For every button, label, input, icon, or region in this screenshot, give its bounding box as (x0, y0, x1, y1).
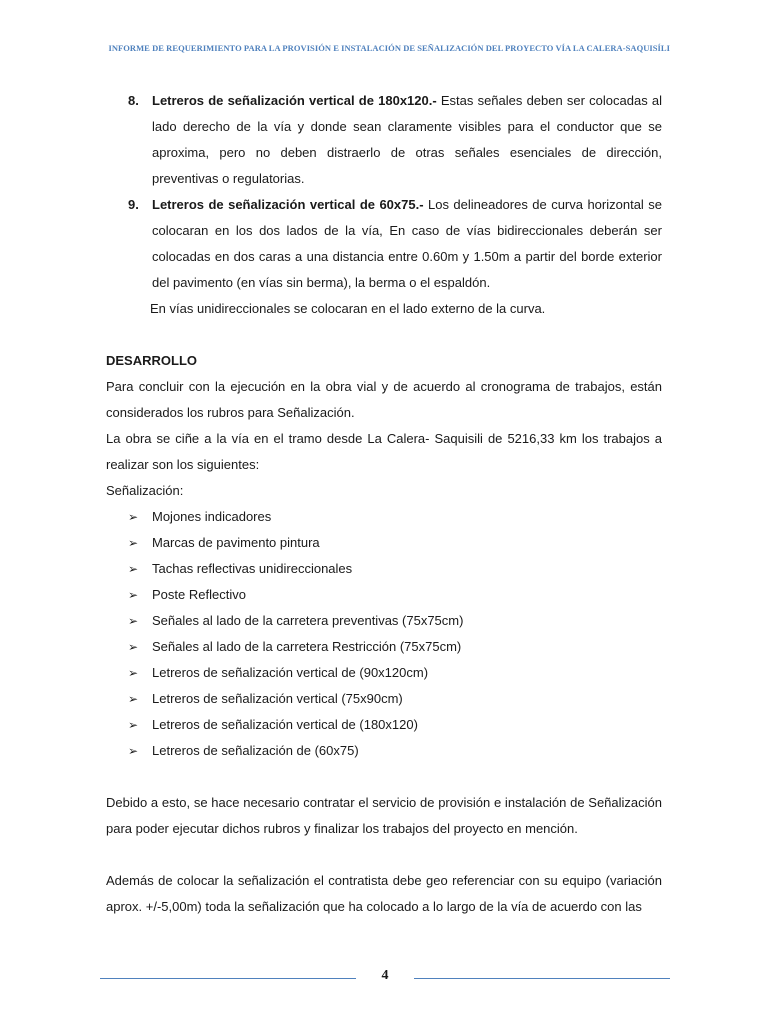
list-item: ➢ Letreros de señalización de (60x75) (106, 738, 662, 764)
list-item: ➢ Poste Reflectivo (106, 582, 662, 608)
item-title: Letreros de señalización vertical de 180x120.- (152, 93, 437, 108)
arrow-bullet-icon: ➢ (128, 640, 139, 654)
footer-divider-right (414, 978, 670, 979)
list-item: ➢ Marcas de pavimento pintura (106, 530, 662, 556)
page-body (106, 88, 662, 920)
arrow-bullet-icon: ➢ (128, 510, 139, 524)
running-header: INFORME DE REQUERIMIENTO PARA LA PROVISIÓN E INSTALACIÓN DE SEÑALIZACIÓN DEL PROYECTO VÍA LA CALERA-SAQUISÍLI (108, 43, 670, 53)
list-item: ➢ Señales al lado de la carretera preventivas (75x75cm) (106, 608, 662, 634)
list-item: ➢ Letreros de señalización vertical (75x90cm) (106, 686, 662, 712)
item-text: Estas señales deben ser colocadas al lado derecho de la vía y donde sean claramente visibles para el conductor que se aproxima, pero no deben distraerlo de otras señales esenciales de dirección, preventivas o regulatorias. (152, 93, 662, 186)
arrow-bullet-icon: ➢ (128, 536, 139, 550)
paragraph-3: Debido a esto, se hace necesario contratar el servicio de provisión e instalación de Señalización para poder ejecutar dichos rubros y finalizar los trabajos del proyecto en mención. (106, 795, 662, 836)
paragraph-2: La obra se ciñe a la vía en el tramo desde La Calera- Saquisili de 5216,33 km los trabajos a realizar son los siguientes: (106, 431, 662, 472)
list-item: ➢ Letreros de señalización vertical de (90x120cm) (106, 660, 662, 686)
arrow-bullet-icon: ➢ (128, 562, 139, 576)
arrow-bullet-icon: ➢ (128, 588, 139, 602)
arrow-bullet-icon: ➢ (128, 718, 139, 732)
item-note: En vías unidireccionales se colocaran en el lado externo de la curva. (150, 301, 546, 316)
numbered-item-9 (106, 192, 662, 296)
paragraph-1: Para concluir con la ejecución en la obra vial y de acuerdo al cronograma de trabajos, están considerados los rubros para Señalización. (106, 379, 662, 420)
list-item: ➢ Letreros de señalización vertical de (180x120) (106, 712, 662, 738)
item-number: 8. (128, 93, 139, 108)
list-item: ➢ Mojones indicadores (106, 504, 662, 530)
item-title: Letreros de señalización vertical de 60x75.- (152, 197, 424, 212)
list-label: Señalización: (106, 483, 184, 498)
paragraph-4: Además de colocar la señalización el contratista debe geo referenciar con su equipo (variación aprox. +/-5,00m) toda la señalización que ha colocado a lo largo de la vía de acuerdo con las (106, 873, 662, 914)
section-title: DESARROLLO (106, 353, 197, 368)
list-item: ➢ Tachas reflectivas unidireccionales (106, 556, 662, 582)
page-number: 4 (381, 968, 389, 983)
signage-list (106, 504, 662, 764)
page-footer (100, 968, 670, 988)
arrow-bullet-icon: ➢ (128, 692, 139, 706)
item-text: Los delineadores de curva horizontal se colocaran en los dos lados de la vía, En caso de vías bidireccionales deberán ser colocadas en dos caras a una distancia entre 0.60m y 1.50m a partir del borde exterior del pavimento (en vías sin berma), la berma o el espaldón. (152, 197, 662, 290)
arrow-bullet-icon: ➢ (128, 744, 139, 758)
list-item: ➢ Señales al lado de la carretera Restricción (75x75cm) (106, 634, 662, 660)
item-number: 9. (128, 197, 139, 212)
arrow-bullet-icon: ➢ (128, 614, 139, 628)
numbered-item-8 (106, 88, 662, 192)
arrow-bullet-icon: ➢ (128, 666, 139, 680)
